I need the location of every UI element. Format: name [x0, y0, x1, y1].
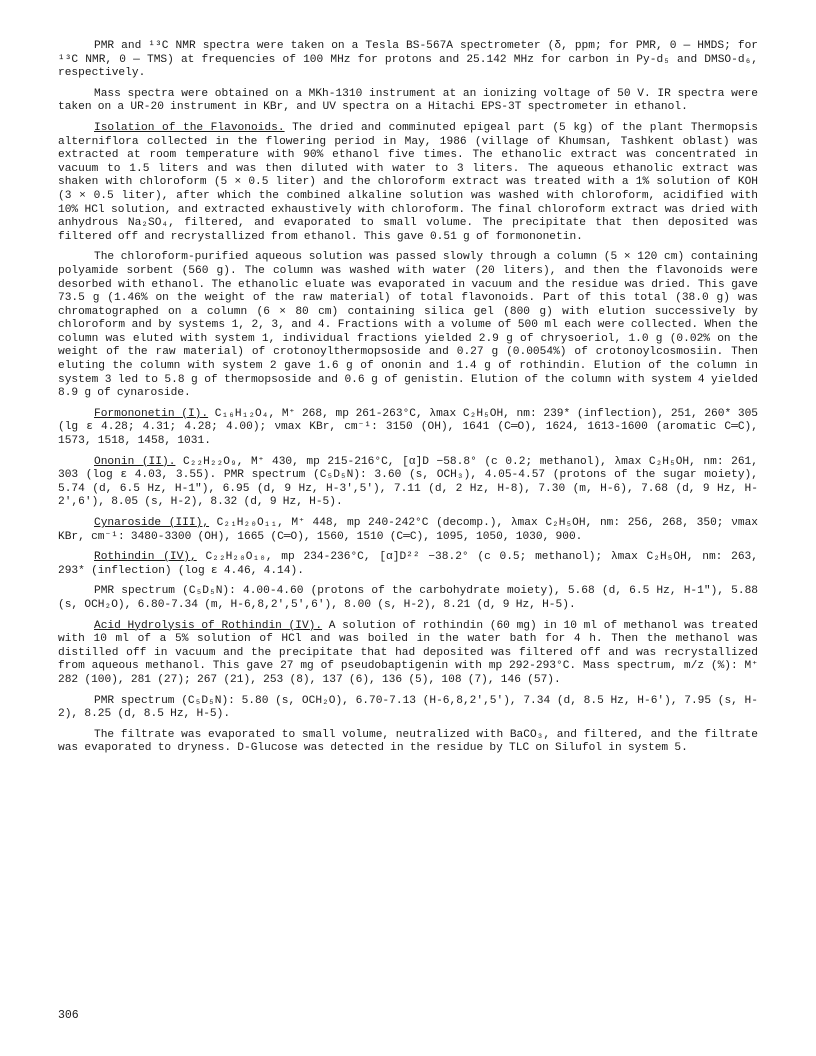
paragraph-pseudobaptigenin-pmr	[58, 695, 758, 722]
paragraph-ononin	[58, 456, 758, 510]
paragraph-formononetin	[58, 408, 758, 449]
paper-body	[58, 40, 758, 763]
paragraph-rothindin-pmr	[58, 585, 758, 612]
compound-heading-formononetin: Formononetin (I).	[94, 407, 209, 420]
paragraph-text: PMR spectrum (C₅D₅N): 5.80 (s, OCH₂O), 6.70-7.13 (H-6,8,2′,5′), 7.34 (d, 8.5 Hz, H-6′), 7.95 (s, H-2), 8.25 (d, 8.5 Hz, H-5).	[58, 694, 758, 721]
paragraph-acid-hydrolysis	[58, 620, 758, 688]
paragraph-text: C₂₂H₂₀O₁₀, mp 234-236°C, [α]D²² −38.2° (c 0.5; methanol); λmax C₂H₅OH, nm: 263, 293* (inflection) (log ε 4.46, 4.14).	[58, 551, 758, 577]
section-heading-isolation: Isolation of the Flavonoids.	[94, 121, 285, 134]
paragraph-nmr-methods	[58, 40, 758, 81]
paragraph-text: Mass spectra were obtained on a MKh-1310 instrument at an ionizing voltage of 50 V. IR spectra were taken on a UR-20 instrument in KBr, and UV spectra on a Hitachi EPS-3T spectrometer in ethanol.	[58, 87, 758, 114]
paragraph-filtrate	[58, 729, 758, 756]
paragraph-text: PMR spectrum (C₅D₅N): 4.00-4.60 (protons of the carbohydrate moiety), 5.68 (d, 6.5 Hz, H-1″), 5.88 (s, OCH₂O), 6.80-7.34 (m, H-6,8,2′,5′,6′), 8.00 (s, H-2), 8.21 (d, 9 Hz, H-5).	[58, 585, 758, 611]
compound-heading-cynaroside: Cynaroside (III),	[94, 517, 210, 529]
paragraph-text: The filtrate was evaporated to small volume, neutralized with BaCO₃, and filtered, and the filtrate was evaporated to dryness. D-Glucose was detected in the residue by TLC on Silufol in system 5.	[58, 728, 758, 755]
paragraph-cynaroside	[58, 517, 758, 544]
paragraph-text: C₂₂H₂₂O₉, M⁺ 430, mp 215-216°C, [α]D −58.8° (c 0.2; methanol), λmax C₂H₅OH, nm: 261, 303 (log ε 4.03, 3.55). PMR spectrum (C₅D₅N): 3.60 (s, OCH₃), 4.05-4.57 (protons of the sugar moiety), 5.74 (d, 6.5 Hz, H-1″), 6.95 (d, 9 Hz, H-3′,5′), 7.11 (d, 2 Hz, H-8), 7.30 (m, H-6), 7.68 (d, 9 Hz, H-2′,6′), 8.05 (s, H-2), 8.32 (d, 9 Hz, H-5).	[58, 455, 758, 509]
paragraph-column-chromatography	[58, 251, 758, 401]
paragraph-isolation	[58, 122, 758, 244]
page-number: 306	[58, 1009, 79, 1022]
paragraph-text: A solution of rothindin (60 mg) in 10 ml of methanol was treated with 10 ml of a 5% solution of HCl and was boiled in the water bath for 4 h. Then the methanol was distilled off in vacuum and the precipitate that had deposited was filtered off and was recrystallized from aqueous methanol. This gave 27 mg of pseudobaptigenin with mp 292-293°C. Mass spectrum, m/z (%): M⁺ 282 (100), 281 (27); 267 (21), 253 (8), 137 (6), 136 (5), 108 (7), 146 (57).	[58, 619, 758, 686]
paragraph-text: C₁₆H₁₂O₄, M⁺ 268, mp 261-263°C, λmax C₂H₅OH, nm: 239* (inflection), 251, 260* 305 (lg ε 4.28; 4.31; 4.28; 4.00); νmax KBr, cm⁻¹: 3150 (OH), 1641 (C═O), 1624, 1613-1600 (aromatic C═C), 1573, 1518, 1458, 1031.	[58, 407, 758, 448]
paragraph-rothindin	[58, 551, 758, 578]
paragraph-text: The dried and comminuted epigeal part (5 kg) of the plant Thermopsis alterniflora collected in the flowering period in May, 1986 (village of Khumsan, Tashkent oblast) was extracted at room temperature with 90% ethanol five times. The ethanolic extract was concentrated in vacuum to 1.5 liters and was then diluted with water to 3 liters. The aqueous ethanolic extract was shaken with chloroform (5 × 0.5 liter) and the chloroform extract was treated with a 1% solution of KOH (3 × 0.5 liter), after which the combined alkaline solution was washed with chloroform, acidified with 10% HCl solution, and extracted exhaustively with chloroform. The final chloroform extract was dried with anhydrous Na₂SO₄, filtered, and evaporated to small volume. The precipitate that then deposited was filtered off and recrystallized from ethanol. This gave 0.51 g of formononetin.	[58, 121, 758, 243]
paragraph-text: The chloroform-purified aqueous solution was passed slowly through a column (5 × 120 cm) containing polyamide sorbent (560 g). The column was washed with water (20 liters), and then the flavonoids were desorbed with ethanol. The ethanolic eluate was evaporated in vacuum and the residue was dried. This gave 73.5 g (1.46% on the weight of the raw material) of total flavonoids. Part of this total (38.0 g) was chromatographed on a column (6 × 80 cm) containing silica gel (800 g) with elution successively by chloroform and by systems 1, 2, 3, and 4. Fractions with a volume of 500 ml each were collected. When the column was eluted with system 1, individual fractions yielded 2.9 g of chrysoeriol, 1.0 g (0.02% on the weight of the raw material) of crotonoylthermopsoside and 0.27 g (0.0054%) of crotonoylcosmosiin. Then eluting the column with system 2 gave 1.6 g of ononin and 1.4 g of rothindin. Elution of the column in system 3 led to 5.8 g of thermopsoside and 0.6 g of genistin. Elution of the column with system 4 yielded 8.9 g of cynaroside.	[58, 251, 758, 400]
compound-heading-ononin: Ononin (II).	[94, 455, 176, 468]
paragraph-text: C₂₁H₂₀O₁₁, M⁺ 448, mp 240-242°C (decomp.), λmax C₂H₅OH, nm: 256, 268, 350; νmax KBr, cm⁻¹: 3480-3300 (OH), 1665 (C═O), 1560, 1510 (C═C), 1095, 1050, 1030, 900.	[58, 517, 758, 543]
paragraph-mass-ir-uv	[58, 88, 758, 115]
paragraph-text: PMR and ¹³C NMR spectra were taken on a Tesla BS-567A spectrometer (δ, ppm; for PMR, 0 — HMDS; for ¹³C NMR, 0 — TMS) at frequencies of 100 MHz for protons and 25.142 MHz for carbon in Py-d₅ and DMSO-d₆, respectively.	[58, 40, 758, 80]
section-heading-acid-hydrolysis: Acid Hydrolysis of Rothindin (IV).	[94, 619, 323, 632]
compound-heading-rothindin: Rothindin (IV),	[94, 551, 197, 564]
